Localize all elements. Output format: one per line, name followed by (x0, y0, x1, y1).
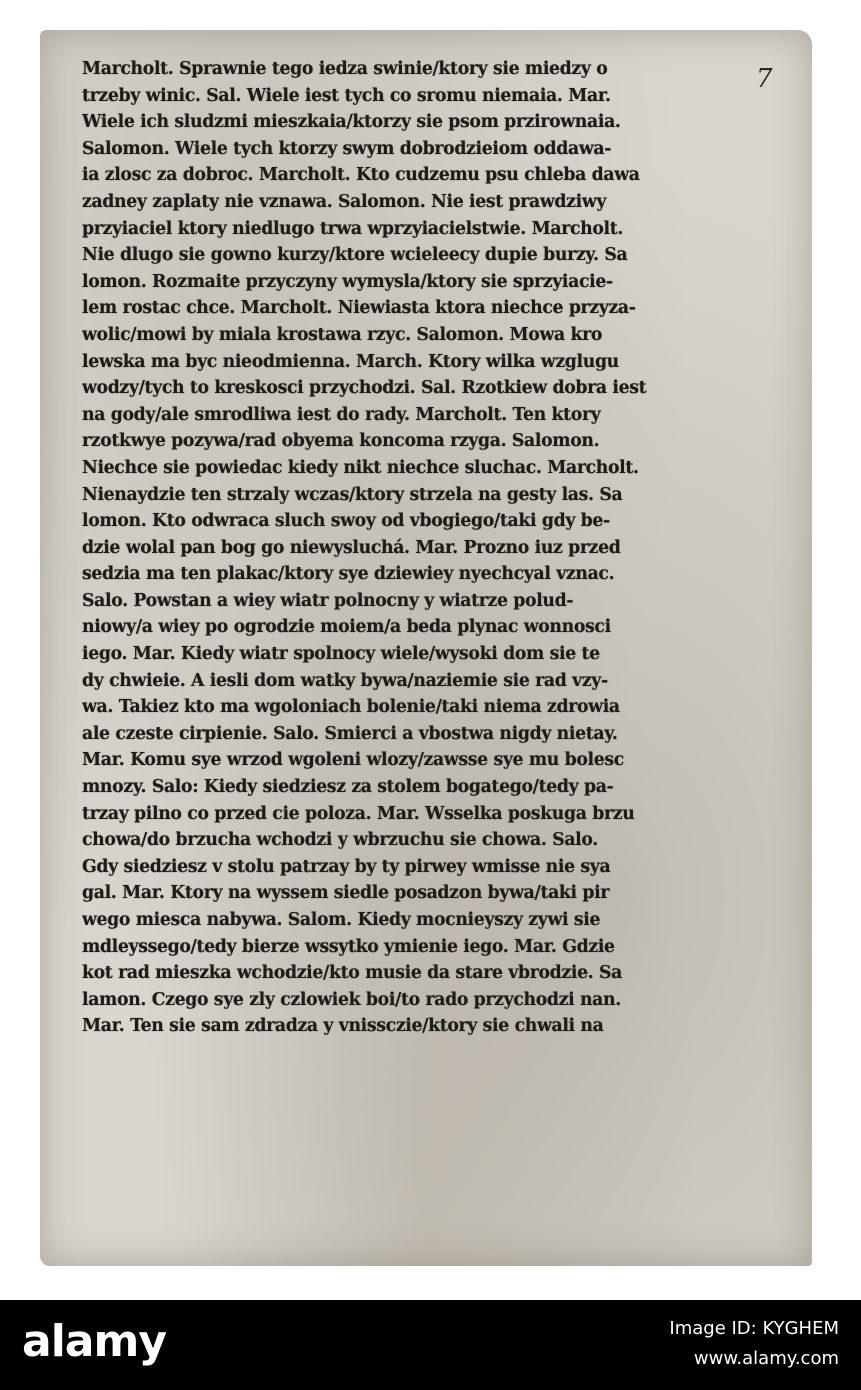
text-line: Mar. Komu sye wrzod wgoleni wlozy/zawsse sye mu bolesc (82, 750, 624, 771)
text-block (82, 56, 732, 1040)
text-line: Gdy siedziesz v stolu patrzay by ty pirwey wmisse nie sya (82, 856, 611, 877)
text-line: wodzy/tych to kreskosci przychodzi. Sal. Rzotkiew dobra iest (82, 378, 647, 399)
text-line: ia zlosc za dobroc. Marcholt. Kto cudzemu psu chleba dawa (82, 165, 640, 186)
text-line: na gody/ale smrodliwa iest do rady. Marcholt. Ten ktory (82, 404, 601, 425)
text-line: sedzia ma ten plakac/ktory sye dziewiey nyechcyal vznac. (82, 564, 615, 585)
text-line: mnozy. Salo: Kiedy siedziesz za stolem bogatego/tedy pa- (82, 777, 614, 798)
page-number: 7 (756, 64, 773, 94)
text-line: gal. Mar. Ktory na wyssem siedle posadzon bywa/taki pir (82, 883, 610, 904)
text-line: trzeby winic. Sal. Wiele iest tych co sromu niemaia. Mar. (82, 85, 611, 106)
text-line: mdleyssego/tedy bierze wssytko ymienie iego. Mar. Gdzie (82, 936, 615, 957)
text-line: Nienaydzie ten strzaly wczas/ktory strzela na gesty las. Sa (82, 484, 623, 505)
text-line: chowa/do brzucha wchodzi y wbrzuchu sie chowa. Salo. (82, 830, 598, 851)
text-line: zadney zaplaty nie vznawa. Salomon. Nie iest prawdziwy (82, 191, 607, 212)
alamy-logo: alamy (22, 1316, 166, 1367)
text-line: Salo. Powstan a wiey wiatr polnocny y wiatrze polud- (82, 590, 574, 611)
text-line: niowy/a wiey po ogrodzie moiem/a beda plynac wonnosci (82, 617, 611, 638)
text-line: iego. Mar. Kiedy wiatr spolnocy wiele/wysoki dom sie te (82, 644, 600, 665)
text-line: Salomon. Wiele tych ktorzy swym dobrodzieiom oddawa- (82, 138, 612, 159)
text-line: lomon. Rozmaite przyczyny wymysla/ktory sie sprzyiacie- (82, 271, 613, 292)
text-line: Nie dlugo sie gowno kurzy/ktore wcieleecy dupie burzy. Sa (82, 245, 628, 266)
text-line: trzay pilno co przed cie poloza. Mar. Wsselka poskuga brzu (82, 803, 635, 824)
text-line: rzotkwye pozywa/rad obyema koncoma rzyga. Salomon. (82, 431, 600, 452)
text-line: dy chwieie. A iesli dom watky bywa/naziemie sie rad vzy- (82, 670, 608, 691)
text-line: ale czeste cirpienie. Salo. Smierci a vbostwa nigdy nietay. (82, 723, 618, 744)
source-url: www.alamy.com (693, 1348, 839, 1369)
text-line: lamon. Czego sye zly czlowiek boi/to rado przychodzi nan. (82, 989, 621, 1010)
text-line: wego miesca nabywa. Salom. Kiedy mocnieyszy zywi sie (82, 910, 601, 930)
text-line: lewska ma byc nieodmienna. March. Ktory wilka wzglugu (82, 351, 619, 372)
text-line: Wiele ich sludzmi mieszkaia/ktorzy sie psom przirownaia. (82, 112, 621, 133)
text-line: lomon. Kto odwraca sluch swoy od vbogiego/taki gdy be- (82, 511, 610, 532)
text-line: kot rad mieszka wchodzie/kto musie da stare vbrodzie. Sa (82, 963, 623, 984)
text-line: lem rostac chce. Marcholt. Niewiasta ktora niechce przyza- (82, 298, 636, 319)
text-line: Mar. Ten sie sam zdradza y vnissczie/ktory sie chwali na (82, 1016, 604, 1037)
text-line: Niechce sie powiedac kiedy nikt niechce sluchac. Marcholt. (82, 457, 639, 478)
text-line: wolic/mowi by miala krostawa rzyc. Salomon. Mowa kro (82, 324, 603, 345)
text-line: przyiaciel ktory niedlugo trwa wprzyiacielstwie. Marcholt. (82, 218, 624, 239)
text-line: Marcholt. Sprawnie tego iedza swinie/ktory sie miedzy o (82, 59, 608, 79)
text-line: wa. Takiez kto ma wgoloniach bolenie/taki niema zdrowia (82, 697, 620, 718)
image-id-label: Image ID: KYGHEM (669, 1318, 839, 1339)
text-line: dzie wolal pan bog go niewysluchá. Mar. Prozno iuz przed (82, 537, 621, 558)
